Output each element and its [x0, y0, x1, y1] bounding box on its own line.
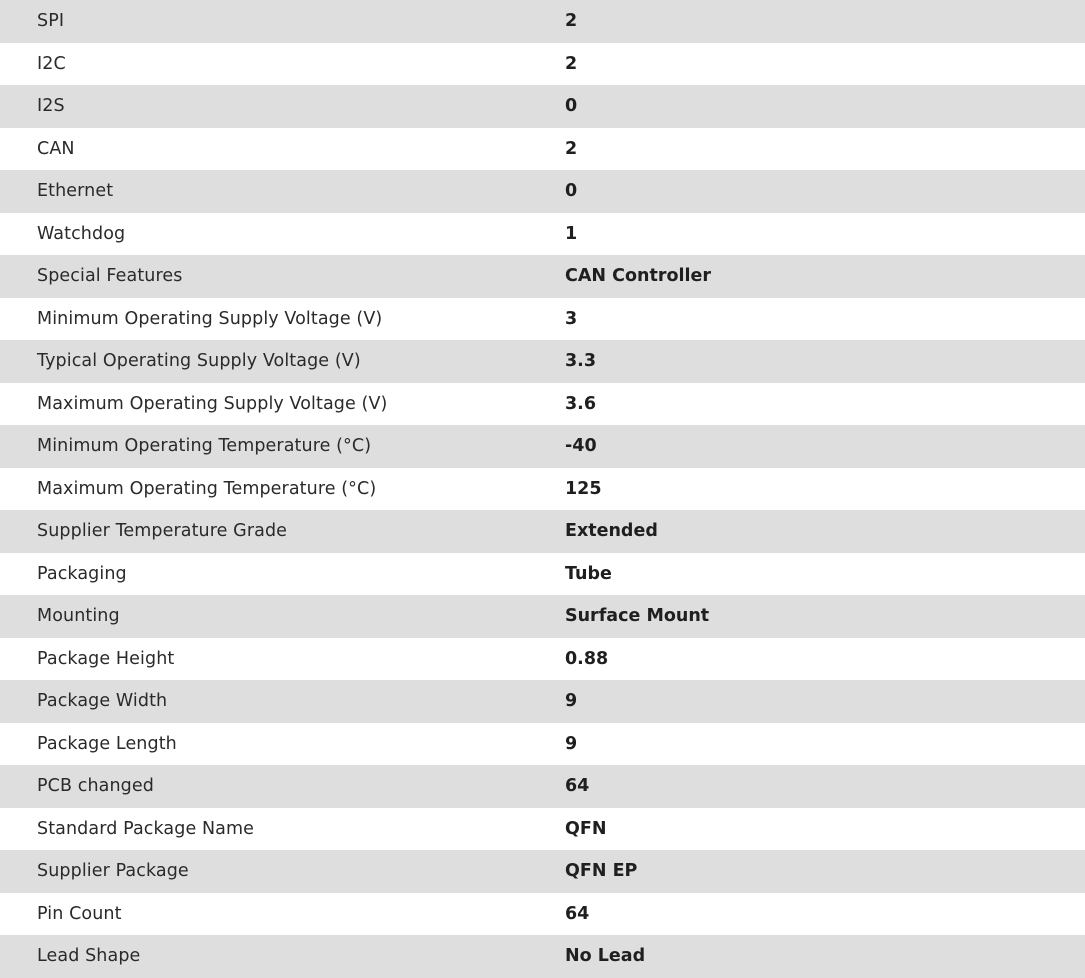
row-value: No Lead — [565, 945, 646, 966]
row-label: Watchdog — [37, 223, 126, 244]
table-row-i2s — [0, 85, 1085, 128]
row-label: Maximum Operating Supply Voltage (V) — [37, 393, 388, 414]
row-label: Typical Operating Supply Voltage (V) — [37, 351, 361, 372]
row-label: Supplier Temperature Grade — [37, 521, 288, 542]
table-row-can — [0, 128, 1085, 171]
row-value: 64 — [565, 903, 590, 924]
row-label: Ethernet — [37, 181, 114, 202]
row-value: QFN EP — [565, 861, 638, 882]
table-row-special-features — [0, 255, 1085, 298]
row-value: Surface Mount — [565, 606, 710, 627]
row-label: Package Height — [37, 648, 175, 669]
row-value: 0 — [565, 181, 578, 202]
row-label: I2S — [37, 96, 65, 117]
table-row-i2c — [0, 43, 1085, 86]
table-row-ethernet — [0, 170, 1085, 213]
row-value: 9 — [565, 733, 578, 754]
row-label: I2C — [37, 53, 66, 74]
row-value: 3.3 — [565, 351, 597, 372]
row-label: SPI — [37, 11, 65, 32]
row-value: Extended — [565, 521, 658, 542]
row-label: Minimum Operating Supply Voltage (V) — [37, 308, 383, 329]
table-row-supplier-package — [0, 850, 1085, 893]
row-label: Special Features — [37, 266, 183, 287]
row-label: Supplier Package — [37, 861, 189, 882]
table-row-watchdog — [0, 213, 1085, 256]
row-label: Lead Shape — [37, 945, 141, 966]
row-label: Package Length — [37, 733, 177, 754]
table-row-package-height — [0, 638, 1085, 681]
table-row-pcb-changed — [0, 765, 1085, 808]
row-value: QFN — [565, 818, 607, 839]
row-value: 125 — [565, 478, 602, 499]
row-value: 3 — [565, 308, 578, 329]
table-row-min-operating-temperature — [0, 425, 1085, 468]
row-value: 64 — [565, 776, 590, 797]
row-label: Packaging — [37, 563, 127, 584]
table-row-standard-package-name — [0, 808, 1085, 851]
row-value: 0.88 — [565, 648, 609, 669]
row-label: Maximum Operating Temperature (°C) — [37, 478, 377, 499]
table-row-package-width — [0, 680, 1085, 723]
row-label: Mounting — [37, 606, 120, 627]
row-value: 0 — [565, 96, 578, 117]
row-label: Package Width — [37, 691, 168, 712]
table-row-min-supply-voltage — [0, 298, 1085, 341]
row-value: Tube — [565, 563, 612, 584]
row-label: CAN — [37, 138, 75, 159]
row-value: 2 — [565, 11, 578, 32]
row-value: 2 — [565, 53, 578, 74]
table-row-pin-count — [0, 893, 1085, 936]
row-value: -40 — [565, 436, 597, 457]
row-value: 2 — [565, 138, 578, 159]
row-label: PCB changed — [37, 776, 154, 797]
table-row-max-supply-voltage — [0, 383, 1085, 426]
table-row-supplier-temperature-grade — [0, 510, 1085, 553]
table-row-mounting — [0, 595, 1085, 638]
row-value: 1 — [565, 223, 578, 244]
row-value: 9 — [565, 691, 578, 712]
table-row-packaging — [0, 553, 1085, 596]
table-row-typical-supply-voltage — [0, 340, 1085, 383]
row-value: 3.6 — [565, 393, 597, 414]
table-row-package-length — [0, 723, 1085, 766]
row-label: Minimum Operating Temperature (°C) — [37, 436, 372, 457]
table-row-spi — [0, 0, 1085, 43]
row-value: CAN Controller — [565, 266, 711, 287]
table-row-lead-shape — [0, 935, 1085, 978]
row-label: Standard Package Name — [37, 818, 255, 839]
table-row-max-operating-temperature — [0, 468, 1085, 511]
row-label: Pin Count — [37, 903, 122, 924]
